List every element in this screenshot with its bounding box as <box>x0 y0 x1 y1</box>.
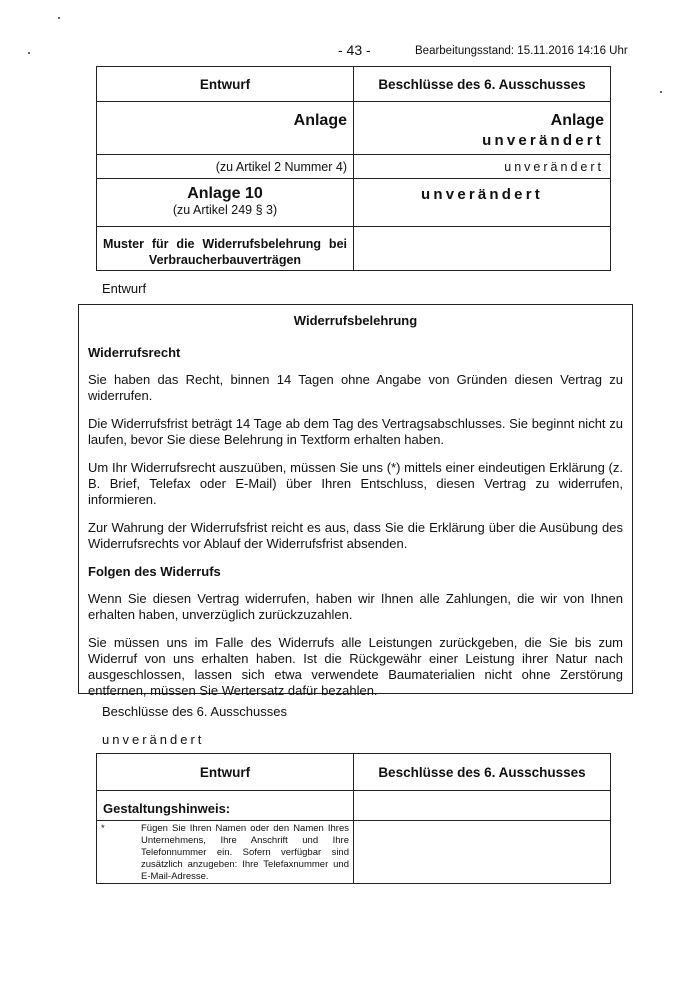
gestaltungshinweis: Gestaltungshinweis: <box>97 791 354 821</box>
widerrufsbelehrung-box <box>78 304 633 698</box>
paragraph: Sie müssen uns im Falle des Widerrufs alle Leistungen zurückgeben, die Sie bis zum Widerruf von uns erhalten haben. Ist die Rückgewähr einer Leistung ihrer Natur nach ausgeschlossen, lassen sich etwa verwendete Baumaterialien nicht ohne Zerstörung entfernen, müssen Sie Wertersatz dafür bezahlen. <box>88 635 623 698</box>
note-marker: * <box>101 823 105 834</box>
scan-speck <box>660 91 662 93</box>
col-header-beschluesse: Beschlüsse des 6. Ausschusses <box>354 67 611 102</box>
comparison-table-bottom <box>96 753 611 884</box>
entwurf-label: Entwurf <box>102 281 147 296</box>
anlage-left: Anlage <box>293 112 347 129</box>
unveraendert-anlage10: unverändert <box>421 186 543 203</box>
box-title: Widerrufsbelehrung <box>293 313 418 328</box>
bearbeitungsstand: Bearbeitungsstand: 15.11.2016 14:16 Uhr <box>415 45 628 57</box>
paragraph: Um Ihr Widerrufsrecht auszuüben, müssen Sie uns (*) mittels einer eindeutigen Erklärung (z. B. Brief, Telefax oder E-Mail) über Ihren Entschluss, diesen Vertrag zu widerrufen, informieren. <box>88 460 623 507</box>
anlage-10: Anlage 10 <box>187 185 263 202</box>
scan-speck <box>58 17 60 19</box>
unveraendert-small: unverändert <box>354 155 611 179</box>
note-text: Fügen Sie Ihren Namen oder den Namen Ihres Unternehmens, Ihre Anschrift und Ihre Telefonnummer ein. Sofern verfügbar sind zusätzlich anzugeben: Ihre Telefaxnummer und E-Mail-Adresse. <box>141 823 349 882</box>
zu-artikel-2: (zu Artikel 2 Nummer 4) <box>97 155 354 179</box>
paragraph: Die Widerrufsfrist beträgt 14 Tage ab dem Tag des Vertragsabschlusses. Sie beginnt nicht zu laufen, bevor Sie diese Belehrung in Textform erhalten haben. <box>88 416 623 447</box>
paragraph: Zur Wahrung der Widerrufsfrist reicht es aus, dass Sie die Erklärung über die Ausübung des Widerrufsrechts vor Ablauf der Widerrufsfrist absenden. <box>88 520 623 551</box>
unveraendert-label: unverändert <box>102 732 205 747</box>
comparison-table-top <box>96 66 611 271</box>
unveraendert-bold: unverändert <box>482 132 604 149</box>
anlage-right: Anlage <box>550 112 604 129</box>
page-number: - 43 - <box>338 42 371 58</box>
zu-artikel-249: (zu Artikel 249 § 3) <box>172 203 278 217</box>
paragraph: Wenn Sie diesen Vertrag widerrufen, haben wir Ihnen alle Zahlungen, die wir von Ihnen erhalten haben, unverzüglich zurückzuzahlen. <box>88 591 623 622</box>
paragraph: Sie haben das Recht, binnen 14 Tagen ohne Angabe von Gründen diesen Vertrag zu widerrufen. <box>88 372 623 403</box>
heading-widerrufsrecht: Widerrufsrecht <box>88 345 181 360</box>
heading-folgen: Folgen des Widerrufs <box>88 564 221 579</box>
muster-title: Muster für die Widerrufsbelehrung bei Verbraucherbauverträgen <box>97 227 354 271</box>
col-header-entwurf: Entwurf <box>97 67 354 102</box>
beschluesse-label: Beschlüsse des 6. Ausschusses <box>102 704 287 719</box>
scan-speck <box>28 52 30 54</box>
col-header-entwurf: Entwurf <box>97 754 354 791</box>
col-header-beschluesse: Beschlüsse des 6. Ausschusses <box>354 754 611 791</box>
